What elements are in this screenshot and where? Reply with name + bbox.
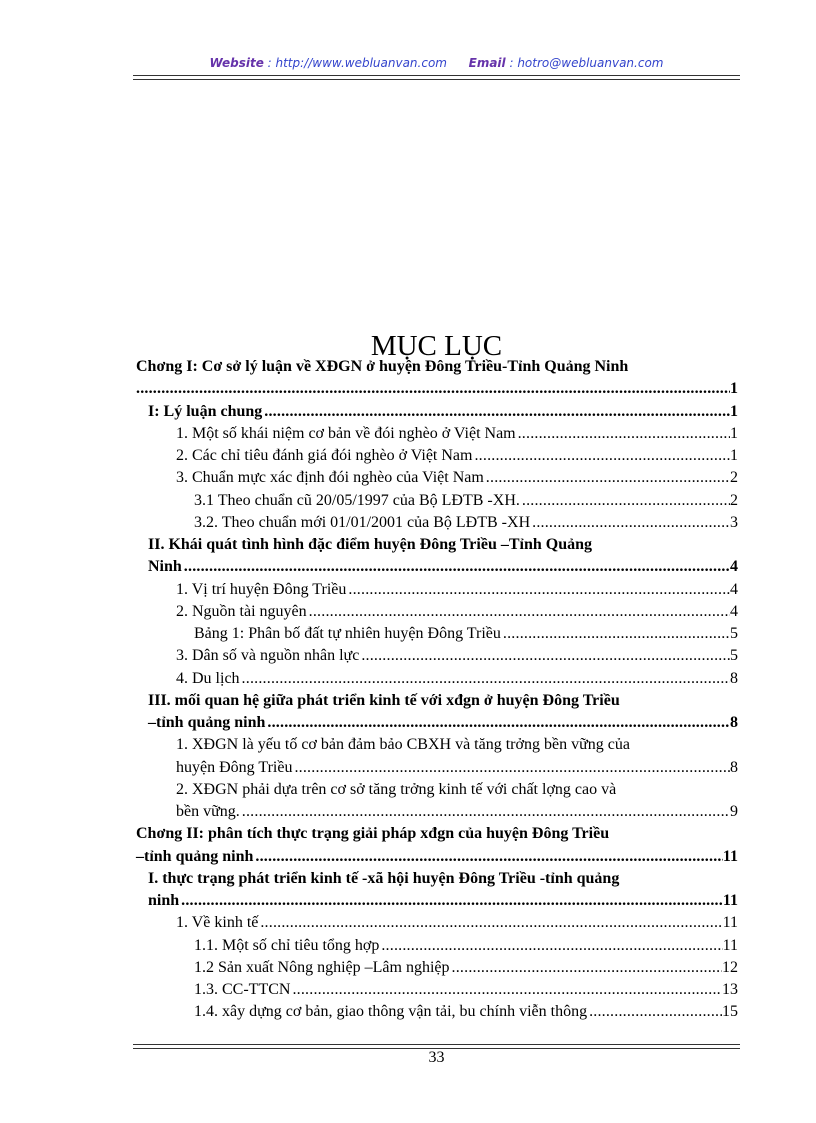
website-label: Website	[209, 56, 264, 70]
toc-page-number: 4	[730, 558, 738, 576]
toc-item-II-2[interactable]: 2. Nguồn tài nguyên ..... 4	[136, 601, 738, 623]
header-divider	[133, 75, 740, 80]
toc-page-number: 9	[730, 803, 738, 820]
toc-section-III-title[interactable]: III. mối quan hệ giữa phát triển kinh tế với xđgn ở huyện Đông Triều	[148, 691, 620, 709]
toc-item-ch2-1-3[interactable]: 1.3. CC-TTCN ..... 13	[136, 979, 738, 1001]
toc-page-number: 8	[730, 758, 738, 776]
email-label: Email	[468, 56, 506, 70]
toc-item-ch2-1-4[interactable]: 1.4. xây dựng cơ bản, giao thông vận tải, bu chính viễn thông ..... 15	[136, 1001, 738, 1023]
toc-item-III-1-title[interactable]: 1. XĐGN là yếu tố cơ bản đảm bảo CBXH và tăng trởng bền vững của	[176, 736, 630, 754]
toc-item-II-table-1[interactable]: Bảng 1: Phân bố đất tự nhiên huyện Đông Triều ..... 5	[136, 623, 738, 645]
toc-page-number: 4	[730, 602, 738, 620]
toc-section-II-continuation[interactable]: Ninh ..... 4	[136, 556, 738, 578]
toc-page-number: 5	[730, 647, 738, 665]
toc-item-III-2-continuation[interactable]: bền vững. ..... 9	[136, 801, 738, 823]
toc-page-number: 12	[722, 958, 738, 976]
page-number: 33	[428, 1049, 445, 1066]
toc-item-I-2[interactable]: 2. Các chỉ tiêu đánh giá đói nghèo ở Việt Nam ..... 1	[136, 445, 738, 467]
toc-chapter-2-section-I-title[interactable]: I. thực trạng phát triển kinh tế -xã hội huyện Đông Triều -tỉnh quảng	[148, 869, 620, 887]
toc-page-number: 1	[730, 424, 738, 442]
toc-page-number: 11	[722, 847, 738, 865]
page-header	[133, 56, 740, 70]
toc-item-II-3[interactable]: 3. Dân số và nguồn nhân lực ..... 5	[136, 645, 738, 667]
email-address[interactable]: hotro@webluanvan.com	[517, 56, 664, 70]
toc-item-I-3-1[interactable]: 3.1 Theo chuẩn cũ 20/05/1997 của Bộ LĐTB -XH. ..... 2	[136, 490, 738, 512]
toc-page-number: 3	[730, 513, 738, 531]
toc-chapter-1-title[interactable]: Chơng I: Cơ sở lý luận về XĐGN ở huyện Đông Triều-Tỉnh Quảng Ninh	[136, 358, 629, 375]
toc-page-number: 4	[730, 580, 738, 598]
toc-section-III-continuation[interactable]: –tỉnh quảng ninh ..... 8	[136, 712, 738, 734]
toc-item-ch2-1[interactable]: 1. Về kinh tế ..... 11	[136, 912, 738, 934]
toc-item-I-3-2[interactable]: 3.2. Theo chuẩn mới 01/01/2001 của Bộ LĐTB -XH ..... 3	[136, 512, 738, 534]
toc-chapter-2-section-I-continuation[interactable]: ninh ..... 11	[136, 890, 738, 912]
toc-page-number: 15	[722, 1003, 738, 1021]
toc-page-number: 13	[722, 981, 738, 998]
toc-chapter-1-continuation[interactable]	[136, 378, 738, 400]
toc-section-I[interactable]: I: Lý luận chung ..... 1	[136, 401, 738, 423]
toc-page-number: 2	[730, 469, 738, 487]
toc-page-number: 5	[730, 625, 738, 642]
toc-item-II-1[interactable]: 1. Vị trí huyện Đông Triều ..... 4	[136, 579, 738, 601]
toc-page-number: 8	[730, 669, 738, 687]
toc-page-number: 2	[730, 491, 738, 509]
toc-page-number: 11	[722, 936, 738, 954]
toc-page-number: 11	[722, 914, 738, 932]
toc-chapter-2-continuation[interactable]: –tỉnh quảng ninh ..... 11	[136, 846, 738, 868]
toc-section-II-title[interactable]: II. Khái quát tình hình đặc điểm huyện Đông Triều –Tỉnh Quảng	[148, 536, 592, 553]
toc-page-number: 1	[730, 402, 738, 420]
page-title: MỤC LỤC	[370, 330, 503, 362]
toc-page-number: 11	[722, 892, 738, 909]
toc-item-ch2-1-1[interactable]: 1.1. Một số chỉ tiêu tổng hợp ..... 11	[136, 935, 738, 957]
toc-page-number: 1	[730, 380, 738, 398]
toc-page-number: 8	[730, 714, 738, 731]
table-of-contents	[136, 356, 738, 1024]
website-separator: :	[263, 56, 276, 70]
website-url[interactable]: http://www.webluanvan.com	[275, 56, 447, 70]
toc-item-II-4[interactable]: 4. Du lịch ..... 8	[136, 668, 738, 690]
toc-item-ch2-1-2[interactable]: 1.2 Sản xuất Nông nghiệp –Lâm nghiệp ..... 12	[136, 957, 738, 979]
toc-item-III-1-continuation[interactable]: huyện Đông Triều ..... 8	[136, 757, 738, 779]
toc-page-number: 1	[730, 447, 738, 464]
toc-item-I-1[interactable]: 1. Một số khái niệm cơ bản về đói nghèo ở Việt Nam ..... 1	[136, 423, 738, 445]
toc-item-I-3[interactable]: 3. Chuẩn mực xác định đói nghèo của Việt Nam ..... 2	[136, 467, 738, 489]
email-separator: :	[505, 56, 518, 70]
toc-chapter-2-title[interactable]: Chơng II: phân tích thực trạng giải pháp xđgn của huyện Đông Triều	[136, 825, 610, 843]
toc-item-III-2-title[interactable]: 2. XĐGN phải dựa trên cơ sở tăng trởng kinh tế với chất lợng cao và	[176, 780, 617, 798]
